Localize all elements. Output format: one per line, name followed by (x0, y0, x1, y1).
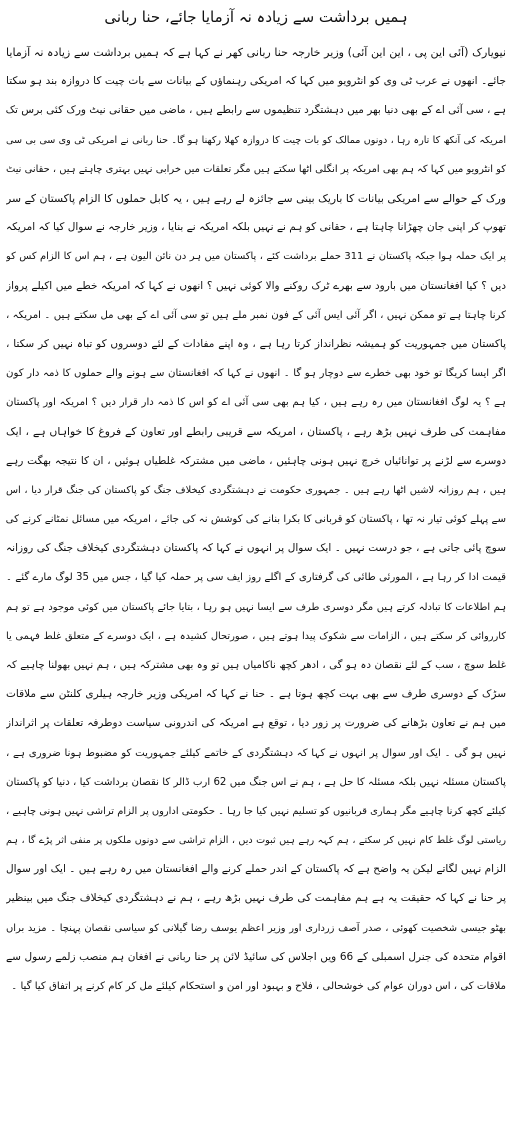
article-line: پاکستان میں جمہوریت کو ہمیشہ نظرانداز کرتا رہا ہے ، وہ اپنے مفادات کے لئے دوسروں کو تباہ نہیں کر سکتا ، (6, 337, 506, 350)
article-line: اگر ایسا کریگا تو خود بھی خطرے سے دوچار ہو گا ۔ انھوں نے کہا کہ افغانستان سے ہونے والے حملوں کا ذمہ دار کون (6, 368, 506, 380)
article-line: سوچ پائی جاتی ہے ، جو درست نہیں ۔ ایک سوال پر انہوں نے کہا کہ پاکستان دہشتگردی کیخلاف جنگ کی روزانہ (6, 542, 506, 555)
article-line: مفاہمت کی طرف نہیں بڑھ رہے ، پاکستان ، امریکہ سے قریبی رابطے اور تعاون کے فروغ کا خواہاں ہے ، ایک (6, 425, 506, 439)
article-line: ہے ؟ یہ لوگ افغانستان میں رہ رہے ہیں ، کیا ہم بھی سی آئی اے کو اس کا ذمہ دار قرار دیں ؟ امریکہ اور پاکستان (6, 397, 506, 409)
article-line: ہے ، سی آئی اے کے بھی دنیا بھر میں دہشتگرد تنظیموں سے رابطے ہیں ، ماضی میں حقانی نیٹ ورک کئی برس تک (6, 104, 506, 117)
article-line: نیویارک (آئی این پی ، این این آئی) وزیر خارجہ حنا ربانی کھر نے کہا ہے کہ ہمیں برداشت سے زیادہ نہ آزمایا (6, 46, 506, 59)
article-line: سڑک کے دوسری طرف سے بھی بہت کچھ ہوتا ہے ۔ حنا نے کہا کہ امریکی وزیر خارجہ ہیلری کلنٹن سے ملاقات (6, 688, 506, 701)
article-line: کارروائی کر سکتے ہیں ، الزامات سے شکوک پیدا ہوتے ہیں ، صورتحال کشیدہ ہے ، ایک دوسرے کے متعلق غلط فہمی یا (6, 630, 506, 642)
article-headline: ہمیں برداشت سے زیادہ نہ آزمایا جائے، حنا ربانی (104, 8, 408, 26)
article-line: کیلئے کچھ کرنا چاہیے مگر ہماری قربانیوں کو تسلیم نہیں کیا جا رہا ۔ حکومتی اداروں پر الزام تراشی نہیں ہونی چاہیے ، (6, 805, 506, 817)
article-line: قیمت ادا کر رہا ہے ، المورئی طائی کی گرفتاری کے اگلے روز ایف سی پر حملہ کیا گیا ، جس میں 35 لوگ مارے گئے ۔ (6, 572, 506, 584)
article-line: ورک کے حوالے سے امریکی بیانات کا باریک بینی سے جائزہ لے رہے ہیں ، یہ کابل حملوں کا الزام پاکستان کے سر (6, 191, 506, 205)
article-line: ملاقات کی ، اس دوران عوام کی خوشحالی ، فلاح و بہبود اور امن و استحکام کیلئے مل کر کام کرنے پر اتفاق کیا گیا ۔ (11, 981, 506, 992)
article-line: دوسرے سے لڑنے پر توانائیاں خرچ نہیں ہونی چاہئیں ، ماضی میں مشترکہ غلطیاں ہوئیں ، ان کا نتیجہ بھگت رہے (6, 454, 506, 467)
article-line: کرنا چاہتا ہے تو ممکن نہیں ، اگر آئی ایس آئی کے فون نمبر ملے ہیں تو سی آئی اے کے بھی مل سکتے ہیں ۔ امریکہ ، (6, 309, 506, 321)
article-line: امریکہ کی آنکھ کا تارہ رہا ، دونوں ممالک کو بات چیت کا دروازہ کھلا رکھنا ہو گا۔ حنا ربانی نے امریکی ٹی وی سی بی سی (6, 134, 506, 146)
article-line: غلط سوچ ، سب کے لئے نقصان دہ ہو گی ، ادھر کچھ ناکامیاں ہیں تو وہ بھی مشترکہ ہیں ، ہم نہیں بھولنا چاہیے کہ (6, 659, 506, 671)
article-line: کو انٹرویو میں کہا کہ ہم بھی امریکہ پر انگلی اٹھا سکتے ہیں مگر تعلقات میں خرابی نہیں بہتری چاہتے ہیں ، حقانی نیٹ (6, 163, 506, 175)
article-line: اقوام متحدہ کی جنرل اسمبلی کے 66 ویں اجلاس کی سائیڈ لائن پر حنا ربانی نے افغان ہم منصب زلمے رسول سے (6, 950, 506, 963)
article-line: پر حنا نے کہا کہ حقیقت یہ ہے ہم مفاہمت کی طرف نہیں بڑھ رہے ، ہم نے دہشتگردی کیخلاف جنگ میں بینظیر (6, 892, 506, 905)
article-line: ریاستی لوگ غلط کام نہیں کر سکتے ، ہم کہہ رہے ہیں ثبوت دیں ، الزام تراشی سے دونوں ملکوں پر منفی اثر پڑے گا ، ہم (6, 835, 506, 847)
article-line: پاکستان مسئلہ نہیں بلکہ مسئلہ کا حل ہے ، ہم نے اس جنگ میں 62 ارب ڈالر کا نقصان برداشت کیا ، دنیا کو پاکستان (6, 776, 506, 788)
article-line: جائے۔ انھوں نے عرب ٹی وی کو انٹرویو میں کہا کہ امریکی رہنماؤں کے بیانات سے بات چیت کا دروازہ بند ہو سکتا (6, 75, 506, 88)
article-line: پر ایک حملہ ہوا جبکہ پاکستان نے 311 حملے برداشت کئے ، پاکستان میں ہر دن نائن الیون ہے ، ہم اس کا الزام کس کو (6, 251, 506, 263)
article-line: دیں ؟ کیا افغانستان میں بارود سے بھرے ٹرک روکنے والا کوئی نہیں ؟ انھوں نے کہا کہ امریکہ خطے میں اکیلے پرواز (6, 279, 506, 292)
article-line: نہیں ہو گی ۔ ایک اور سوال پر انہوں نے کہا کہ دہشتگردی کے خاتمے کیلئے جمہوریت کو مضبوط ہونا ضروری ہے ، (6, 747, 506, 759)
article-line: سے پہلے کوئی تیار نہ تھا ، پاکستان کو قربانی کا بکرا بنانے کی کوشش نہ کی جائے ، امریکہ میں مسائل نمٹانے کرنے کی (6, 514, 506, 525)
article-line: تھوپ کر اپنی جان چھڑانا چاہتا ہے ، حقانی کو ہم نے نہیں بلکہ امریکہ نے بنایا ، وزیر خارجہ نے سوال کیا کہ امریکہ (6, 221, 506, 234)
article-line: الزام نہیں لگاتے لیکن یہ واضح ہے کہ پاکستان کے اندر حملے کرنے والے افغانستان میں رہ رہے ہیں ۔ ایک اور سوال (6, 863, 506, 876)
article-line: ہیں ، ہم روزانہ لاشیں اٹھا رہے ہیں ۔ جمہوری حکومت نے دہشتگردی کیخلاف جنگ کو پاکستان کی جنگ قرار دیا ، اس (6, 484, 506, 496)
article-body (6, 38, 506, 1001)
article-line: بھٹو جیسی شخصیت کھوئی ، صدر آصف زرداری اور وزیر اعظم یوسف رضا گیلانی کو سیاسی نقصان پہنچا ۔ مزید براں (6, 922, 506, 934)
article-line: ہم اطلاعات کا تبادلہ کرتے ہیں مگر دوسری طرف سے ایسا نہیں ہو رہا ، بتایا جائے پاکستان میں کوئی موجود ہے تو ہم (6, 601, 506, 613)
article-line: میں ہم نے تعاون بڑھانے کی ضرورت پر زور دیا ، توقع ہے امریکہ کی اندرونی سیاست دوطرفہ تعلقات پر اثرانداز (6, 717, 506, 730)
